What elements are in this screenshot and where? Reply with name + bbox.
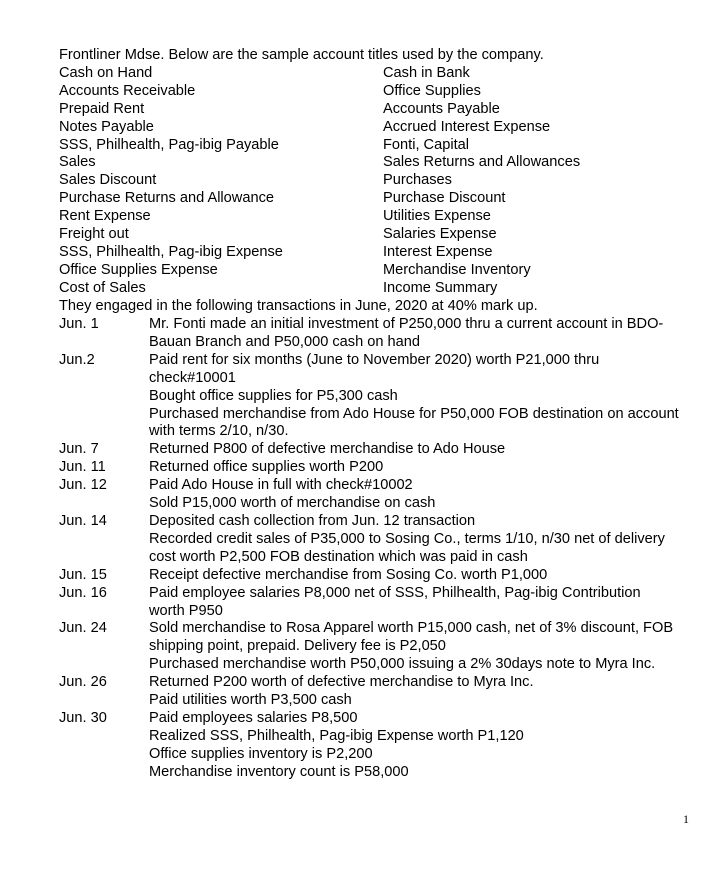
- transactions-list: [59, 316, 679, 782]
- account-title-left: Purchase Returns and Allowance: [59, 190, 274, 207]
- transaction-description: Returned P200 worth of defective merchandise to Myra Inc.: [149, 674, 534, 691]
- account-title-left: Cash on Hand: [59, 65, 153, 81]
- transaction-date: Jun. 14: [59, 512, 107, 529]
- transaction-description: Paid Ado House in full with check#10002: [149, 477, 413, 494]
- intro-text: Frontliner Mdse. Below are the sample account titles used by the company.: [59, 47, 544, 63]
- account-row: [59, 190, 679, 208]
- transaction-date: Jun. 26: [59, 674, 107, 691]
- transaction-items: [149, 352, 679, 442]
- account-title-right: Utilities Expense: [383, 208, 491, 225]
- account-title-left: Cost of Sales: [59, 279, 146, 296]
- transaction-description: Recorded credit sales of P35,000 to Sosing Co., terms 1/10, n/30 net of delivery cost worth P2,500 FOB destination which was paid in cash: [149, 530, 665, 565]
- account-row: [59, 83, 679, 101]
- account-title-right: Income Summary: [383, 279, 498, 296]
- account-title-right: Salaries Expense: [383, 226, 497, 243]
- transaction-items: [149, 477, 679, 513]
- account-title-left: Rent Expense: [59, 208, 151, 225]
- transaction-description: Purchased merchandise from Ado House for P50,000 FOB destination on account with terms 2/10, n/30.: [149, 405, 679, 440]
- account-title-left: SSS, Philhealth, Pag-ibig Expense: [59, 243, 283, 260]
- transaction-entry: [59, 620, 679, 674]
- transaction-date: Jun. 30: [59, 709, 107, 726]
- transaction-description: Paid utilities worth P3,500 cash: [149, 692, 352, 709]
- transaction-date: Jun. 7: [59, 441, 99, 458]
- transaction-items: [149, 513, 679, 567]
- transaction-description: Office supplies inventory is P2,200: [149, 745, 373, 762]
- transaction-entry: [59, 441, 679, 459]
- transaction-description: Returned P800 of defective merchandise to Ado House: [149, 441, 506, 458]
- account-row: [59, 101, 679, 119]
- account-row: [59, 65, 679, 83]
- transaction-description: Paid rent for six months (June to November 2020) worth P21,000 thru check#10001: [149, 351, 600, 386]
- account-row: [59, 244, 679, 262]
- transaction-entry: [59, 585, 679, 621]
- transaction-description: Mr. Fonti made an initial investment of P250,000 thru a current account in BDO-Bauan Branch and P50,000 cash on hand: [149, 316, 664, 350]
- transaction-entry: [59, 674, 679, 710]
- account-row: [59, 119, 679, 137]
- account-title-right: Cash in Bank: [383, 65, 470, 81]
- transaction-items: [149, 567, 679, 585]
- account-row: [59, 280, 679, 298]
- transaction-entry: [59, 316, 679, 352]
- transaction-description: Sold P15,000 worth of merchandise on cash: [149, 495, 436, 512]
- account-row: [59, 137, 679, 155]
- transaction-description: Paid employees salaries P8,500: [149, 709, 358, 726]
- transactions-intro: They engaged in the following transactions in June, 2020 at 40% mark up.: [59, 298, 538, 314]
- transaction-description: Merchandise inventory count is P58,000: [149, 763, 409, 780]
- account-title-right: Fonti, Capital: [383, 136, 469, 153]
- account-title-right: Merchandise Inventory: [383, 261, 531, 278]
- account-title-left: Sales: [59, 154, 96, 171]
- transaction-entry: [59, 567, 679, 585]
- account-title-left: Sales Discount: [59, 172, 157, 189]
- account-row: [59, 226, 679, 244]
- transaction-items: [149, 710, 679, 782]
- account-title-right: Purchases: [383, 172, 452, 189]
- transaction-date: Jun. 11: [59, 459, 106, 476]
- transaction-description: Sold merchandise to Rosa Apparel worth P15,000 cash, net of 3% discount, FOB shipping point, prepaid. Delivery fee is P2,050: [149, 620, 674, 655]
- account-title-left: Prepaid Rent: [59, 100, 145, 117]
- transaction-date: Jun. 24: [59, 620, 107, 637]
- transaction-items: [149, 459, 679, 477]
- account-row: [59, 208, 679, 226]
- transaction-items: [149, 585, 679, 621]
- transaction-entry: [59, 513, 679, 567]
- transaction-description: Purchased merchandise worth P50,000 issuing a 2% 30days note to Myra Inc.: [149, 656, 656, 673]
- transaction-entry: [59, 710, 679, 782]
- transaction-description: Realized SSS, Philhealth, Pag-ibig Expense worth P1,120: [149, 727, 524, 744]
- transaction-date: Jun. 16: [59, 584, 107, 601]
- account-title-left: Freight out: [59, 226, 129, 243]
- transaction-description: Bought office supplies for P5,300 cash: [149, 387, 398, 404]
- account-titles-list: [59, 65, 679, 298]
- account-row: [59, 154, 679, 172]
- account-title-left: Office Supplies Expense: [59, 261, 218, 278]
- transaction-items: [149, 441, 679, 459]
- transaction-entry: [59, 477, 679, 513]
- account-title-left: Accounts Receivable: [59, 82, 196, 99]
- transaction-entry: [59, 352, 679, 442]
- account-title-right: Accrued Interest Expense: [383, 118, 551, 135]
- account-title-left: SSS, Philhealth, Pag-ibig Payable: [59, 136, 279, 153]
- account-row: [59, 262, 679, 280]
- account-row: [59, 172, 679, 190]
- transaction-description: Returned office supplies worth P200: [149, 459, 384, 476]
- transaction-date: Jun. 15: [59, 566, 107, 583]
- transaction-description: Paid employee salaries P8,000 net of SSS, Philhealth, Pag-ibig Contribution worth P950: [149, 584, 641, 619]
- account-title-right: Interest Expense: [383, 243, 493, 260]
- account-title-right: Sales Returns and Allowances: [383, 154, 581, 171]
- account-title-right: Purchase Discount: [383, 190, 506, 207]
- transaction-items: [149, 620, 679, 674]
- account-title-left: Notes Payable: [59, 118, 154, 135]
- page-number: 1: [683, 812, 689, 826]
- transaction-description: Deposited cash collection from Jun. 12 transaction: [149, 512, 476, 529]
- transaction-date: Jun. 12: [59, 477, 107, 494]
- transaction-description: Receipt defective merchandise from Sosing Co. worth P1,000: [149, 566, 548, 583]
- transaction-items: [149, 674, 679, 710]
- transaction-date: Jun.2: [59, 351, 95, 368]
- transaction-entry: [59, 459, 679, 477]
- transaction-date: Jun. 1: [59, 316, 99, 332]
- account-title-right: Office Supplies: [383, 82, 481, 99]
- account-title-right: Accounts Payable: [383, 100, 500, 117]
- transaction-items: [149, 316, 679, 352]
